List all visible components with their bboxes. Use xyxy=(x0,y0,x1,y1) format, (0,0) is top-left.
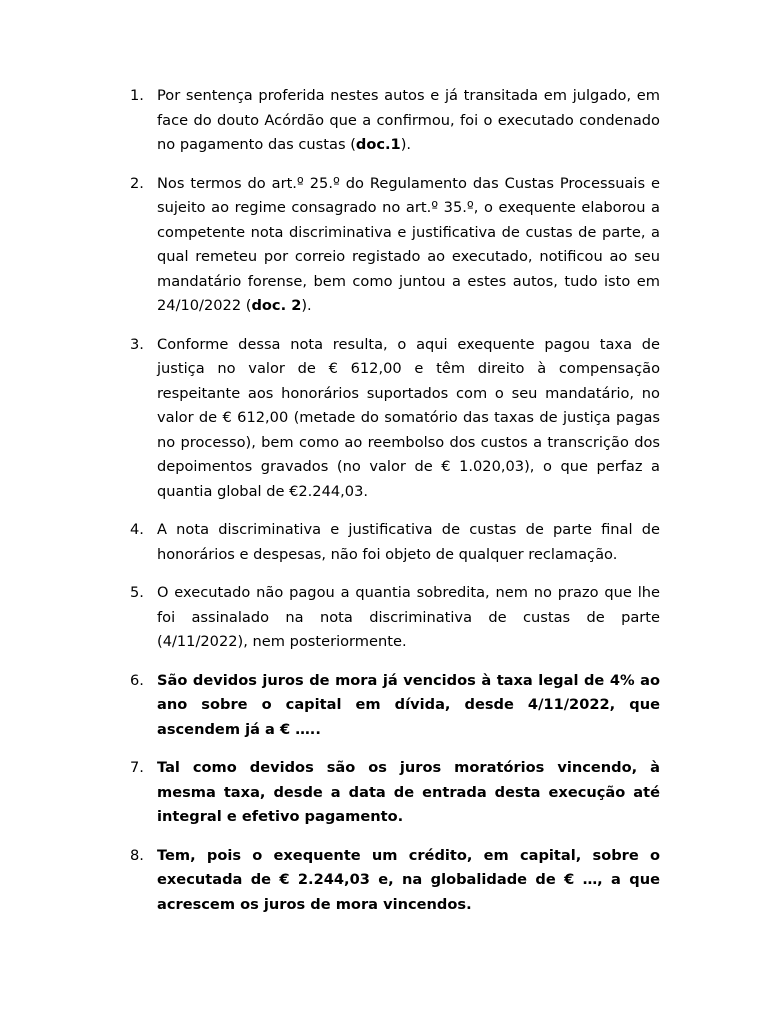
list-item xyxy=(130,756,660,830)
list-item xyxy=(130,84,660,158)
item-text xyxy=(157,87,660,153)
text-segment: ). xyxy=(301,297,312,314)
text-segment: Conforme dessa nota resulta, o aqui exequente pagou taxa de justiça no valor de € 612,00 e têm direito à compensação respeitante aos honorários suportados com o seu mandatário, no valor de € 612,00 (metade do somatório das taxas de justiça pagas no processo), bem como ao reembolso dos custos a transcrição dos depoimentos gravados (no valor de € 1.020,03), o que perfaz a quantia global de €2.244,03. xyxy=(157,335,660,500)
item-text xyxy=(157,847,660,913)
item-number: 4. xyxy=(130,521,144,538)
text-segment: Por sentença proferida nestes autos e já transitada em julgado, em face do douto Acórdão que a confirmou, foi o executado condenado no pagamento das custas ( xyxy=(157,87,660,153)
doc-reference: doc. 2 xyxy=(251,297,302,314)
item-number: 2. xyxy=(130,174,144,192)
item-text xyxy=(157,521,660,563)
list-item xyxy=(130,333,660,505)
list-item xyxy=(130,518,660,567)
text-segment: ). xyxy=(400,136,412,153)
text-segment: O executado não pagou a quantia sobredita, nem no prazo que lhe foi assinalado na nota discriminativa de custas de parte (4/11/2022), nem posteriormente. xyxy=(157,584,660,650)
item-number: 8. xyxy=(130,846,144,864)
list-item xyxy=(130,669,660,743)
item-number: 5. xyxy=(130,584,144,601)
item-text xyxy=(157,336,660,500)
item-number: 1. xyxy=(130,87,144,104)
list-item xyxy=(130,172,660,319)
numbered-list xyxy=(130,84,660,931)
item-number: 6. xyxy=(130,671,144,689)
item-text xyxy=(157,759,660,825)
item-number: 7. xyxy=(130,759,144,776)
doc-reference: doc.1 xyxy=(355,136,401,153)
text-segment: Nos termos do art.º 25.º do Regulamento das Custas Processuais e sujeito ao regime consagrado no art.º 35.º, o exequente elaborou a competente nota discriminativa e justificativa de custas de parte, a qual remeteu por correio registado ao executado, notificou ao seu mandatário forense, bem como juntou a estes autos, tudo isto em 24/10/2022 ( xyxy=(157,174,660,314)
list-item xyxy=(130,844,660,918)
text-segment: A nota discriminativa e justificativa de custas de parte final de honorários e despesas, não foi objeto de qualquer reclamação. xyxy=(157,521,660,563)
text-segment: Tem, pois o exequente um crédito, em capital, sobre o executada de € 2.244,03 e, na globalidade de € …, a que acrescem os juros de mora vincendos. xyxy=(157,846,660,913)
item-text xyxy=(157,584,660,650)
text-segment: São devidos juros de mora já vencidos à taxa legal de 4% ao ano sobre o capital em dívida, desde 4/11/2022, que ascendem já a € ….. xyxy=(157,671,660,738)
list-item xyxy=(130,581,660,655)
item-text xyxy=(157,175,660,315)
item-number: 3. xyxy=(130,335,144,353)
text-segment: Tal como devidos são os juros moratórios vincendo, à mesma taxa, desde a data de entrada desta execução até integral e efetivo pagamento. xyxy=(157,759,660,825)
item-text xyxy=(157,672,660,738)
